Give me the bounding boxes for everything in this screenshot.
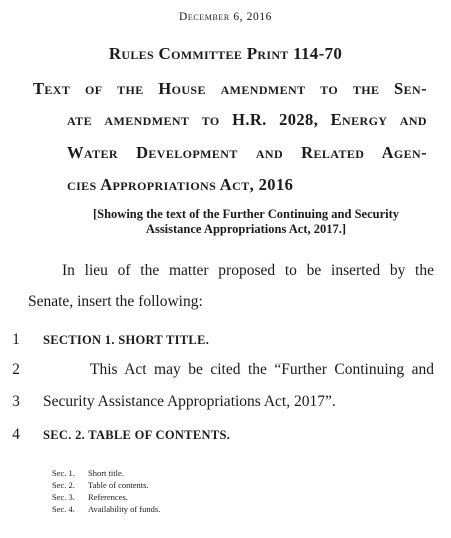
- toc-entry: [52, 468, 124, 478]
- line-number: 1: [12, 331, 20, 348]
- toc-entry-title: References.: [88, 492, 128, 502]
- toc-entry-label: Sec. 1.: [52, 468, 75, 478]
- amendment-heading-line-4: cies Appropriations Act, 2016: [67, 175, 294, 194]
- line-number: 2: [12, 361, 20, 378]
- toc-entry-title: Availability of funds.: [88, 504, 161, 514]
- amendment-heading-line-1: Text of the House amendment to the Sen-: [33, 79, 427, 98]
- line-number: 4: [12, 426, 20, 443]
- document-date: December 6, 2016: [178, 11, 273, 23]
- bracket-note: [60, 207, 432, 237]
- section-1-heading: SECTION 1. SHORT TITLE.: [43, 333, 210, 347]
- amendment-heading-line-3: Water Development and Related Agen-: [67, 143, 427, 162]
- toc-entry-label: Sec. 2.: [52, 480, 75, 490]
- section-2-heading: SEC. 2. TABLE OF CONTENTS.: [43, 428, 231, 442]
- rules-committee-print-title: Rules Committee Print 114-70: [108, 44, 343, 63]
- toc-entry: [52, 504, 160, 514]
- amendment-heading-line-2: ate amendment to H.R. 2028, Energy and: [67, 110, 427, 129]
- bracket-note-line-1: [Showing the text of the Further Continuing and Security: [92, 207, 400, 221]
- line-number: 3: [12, 393, 20, 410]
- intro-line-2: Senate, insert the following:: [28, 293, 203, 310]
- section-1-body-line-1: This Act may be cited the “Further Continuing and: [90, 361, 434, 378]
- toc-entry: [52, 492, 128, 502]
- toc-entry-label: Sec. 4.: [52, 504, 75, 514]
- toc-entry: [52, 480, 149, 490]
- toc-entry-title: Table of contents.: [88, 480, 149, 490]
- bracket-note-line-2: Assistance Appropriations Act, 2017.]: [145, 222, 347, 236]
- toc-entry-title: Short title.: [88, 468, 124, 478]
- toc-entry-label: Sec. 3.: [52, 492, 75, 502]
- intro-line-1: In lieu of the matter proposed to be inserted by the: [62, 262, 434, 279]
- section-1-body-line-2: Security Assistance Appropriations Act, 2017”.: [43, 393, 336, 410]
